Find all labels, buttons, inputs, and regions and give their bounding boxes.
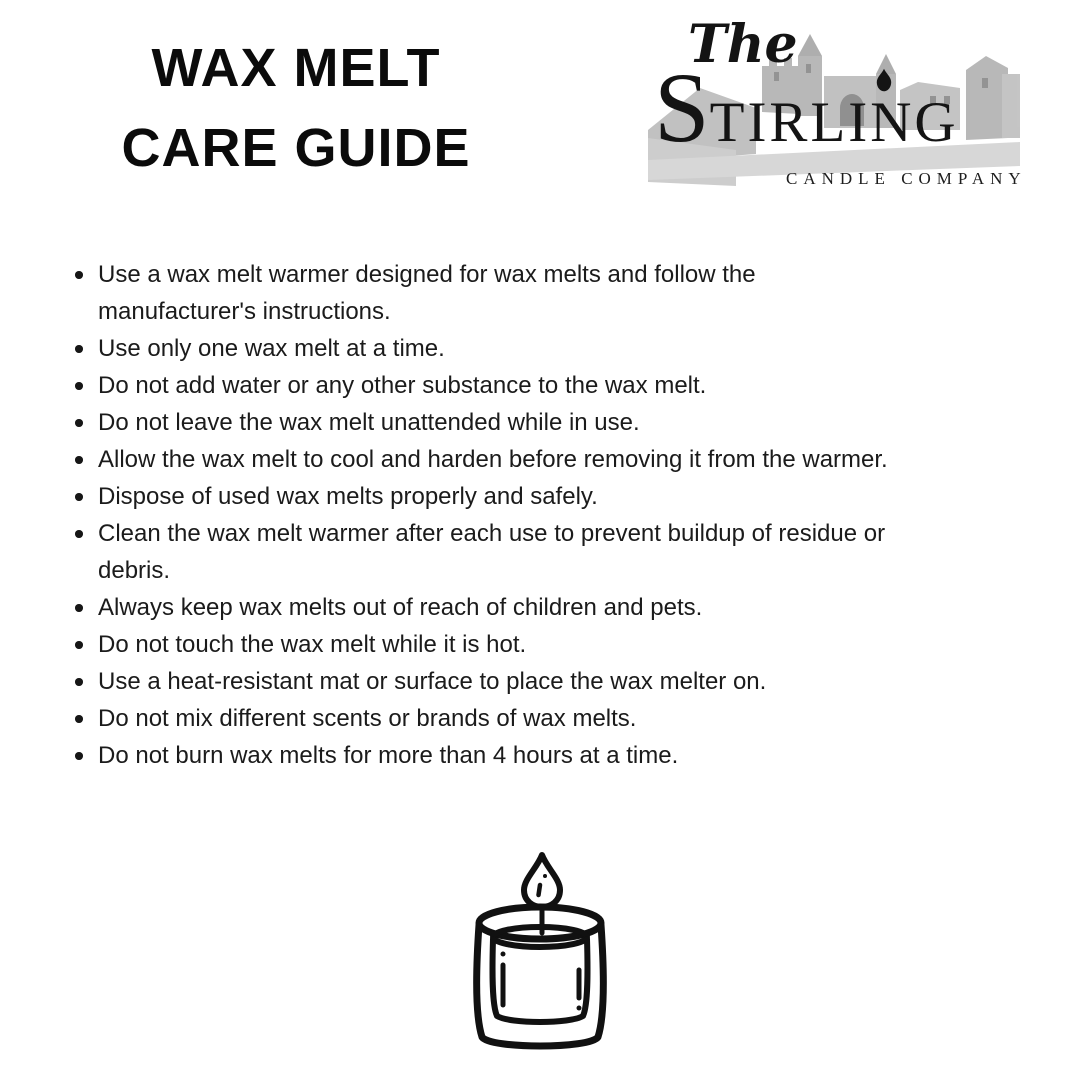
care-list-item: Allow the wax melt to cool and harden before removing it from the warmer. xyxy=(72,441,898,478)
care-list-item: Do not burn wax melts for more than 4 hours at a time. xyxy=(72,737,898,774)
page-title-line-1: WAX MELT xyxy=(151,38,441,98)
page-title xyxy=(90,28,502,188)
care-list-item: Clean the wax melt warmer after each use to prevent buildup of residue or debris. xyxy=(72,515,898,589)
care-list-item: Use a wax melt warmer designed for wax melts and follow the manufacturer's instructions. xyxy=(72,256,898,330)
page-title-line-2: CARE GUIDE xyxy=(121,118,471,178)
care-list-item: Dispose of used wax melts properly and safely. xyxy=(72,478,898,515)
care-list-item: Do not add water or any other substance to the wax melt. xyxy=(72,367,898,404)
flame-icon xyxy=(875,68,893,93)
logo-subtitle: CANDLE COMPANY xyxy=(786,169,1027,188)
care-list-item: Use a heat-resistant mat or surface to place the wax melter on. xyxy=(72,663,898,700)
logo-word-the: The xyxy=(688,14,798,75)
care-list-item: Do not touch the wax melt while it is hot. xyxy=(72,626,898,663)
care-list-item: Use only one wax melt at a time. xyxy=(72,330,898,367)
care-list-item: Do not mix different scents or brands of wax melts. xyxy=(72,700,898,737)
care-list xyxy=(72,256,898,774)
logo-brand-name: STIRLING xyxy=(654,52,959,163)
candle-jar-icon xyxy=(450,843,650,1058)
care-list-item: Always keep wax melts out of reach of children and pets. xyxy=(72,589,898,626)
stirling-candle-company-logo xyxy=(648,12,1027,197)
care-list-item: Do not leave the wax melt unattended while in use. xyxy=(72,404,898,441)
